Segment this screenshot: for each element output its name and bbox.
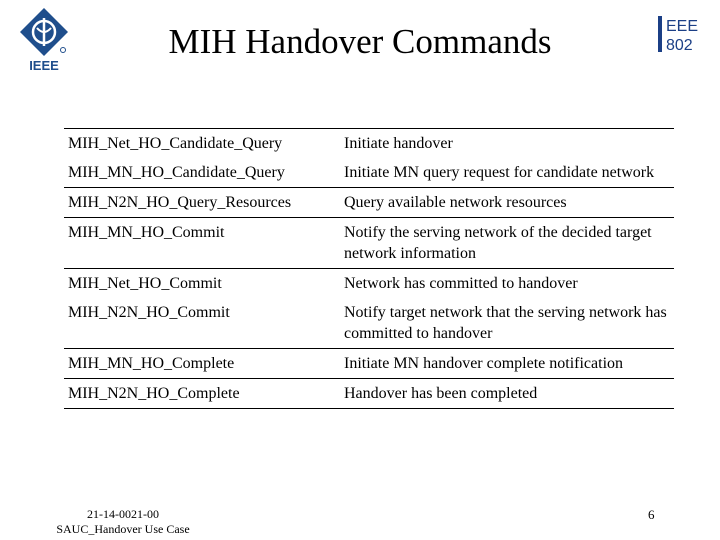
table-row [64, 298, 674, 349]
commands-table [64, 128, 674, 409]
command-name: MIH_N2N_HO_Complete [68, 385, 240, 402]
command-description: Notify the serving network of the decided target network information [344, 224, 652, 262]
ieee-logo-text: IEEE [29, 58, 59, 73]
table-row [64, 269, 674, 299]
ieee-802-logo-bottom: 802 [666, 37, 693, 54]
ieee-802-logo-top: EEE [666, 18, 699, 35]
command-description: Initiate MN handover complete notification [344, 355, 624, 372]
command-description: Handover has been completed [344, 385, 538, 402]
table-row [64, 188, 674, 218]
table-row [64, 379, 674, 409]
command-description: Network has committed to handover [344, 275, 578, 292]
command-name: MIH_MN_HO_Complete [68, 355, 235, 372]
table-row [64, 218, 674, 269]
command-description: Notify target network that the serving network has committed to handover [344, 304, 667, 342]
footer [38, 507, 208, 537]
table-row [64, 129, 674, 159]
page-number: 6 [648, 507, 655, 522]
table-row [64, 349, 674, 379]
command-name: MIH_MN_HO_Candidate_Query [68, 164, 285, 181]
command-description: Initiate handover [344, 135, 453, 152]
command-name: MIH_Net_HO_Candidate_Query [68, 135, 283, 152]
command-name: MIH_N2N_HO_Commit [68, 304, 230, 321]
command-description: Initiate MN query request for candidate network [344, 164, 655, 181]
footer-doc-title: SAUC_Handover Use Case [56, 522, 190, 536]
command-name: MIH_MN_HO_Commit [68, 224, 225, 241]
command-name: MIH_N2N_HO_Query_Resources [68, 194, 292, 211]
command-name: MIH_Net_HO_Commit [68, 275, 222, 292]
slide-title: MIH Handover Commands [168, 22, 552, 61]
command-description: Query available network resources [344, 194, 567, 211]
table-row [64, 158, 674, 188]
footer-doc-number: 21-14-0021-00 [87, 507, 159, 521]
